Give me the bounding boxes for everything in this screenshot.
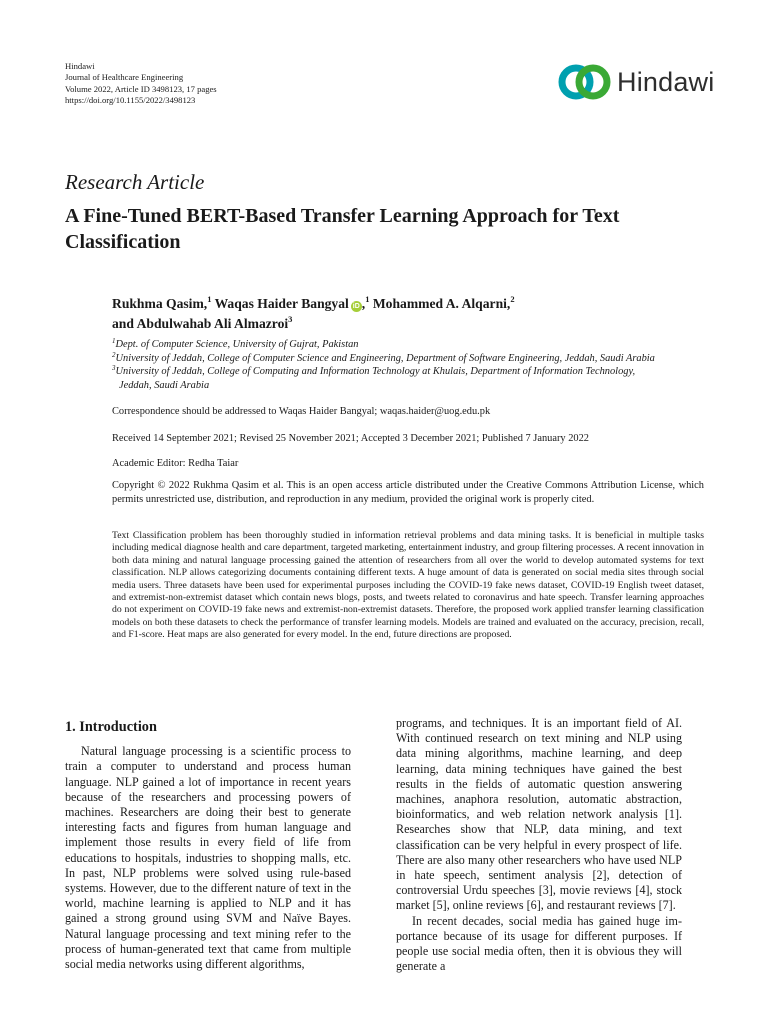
publication-dates: Received 14 September 2021; Revised 25 November 2021; Accepted 3 December 2021; Published 7 January 2022 xyxy=(112,433,589,444)
affiliations xyxy=(112,338,692,392)
body-paragraph: programs, and techniques. It is an important field of AI. With continued research on text mining and NLP using data mining algorithms, machine learning, and deep learning, data mining techniques have gained the best results in the fields of automatic question answering machines, anaphora resolution, automatic abstraction, bioinformatics, and web relation network analysis [1]. Researches show that NLP, data mining, and text classification can be very helpful in every prospect of life. There are also many other researchers who have used NLP in hate speech, sentiment analysis [2], detection of controversial Urdu speeches [3], movie reviews [4], stock market [5], online reviews [6], and restaurant reviews [7]. xyxy=(396,716,682,913)
right-column xyxy=(396,716,682,974)
author-superscript: 3 xyxy=(288,313,293,324)
author-superscript: 2 xyxy=(510,294,515,304)
copyright-notice: Copyright © 2022 Rukhma Qasim et al. This is an open access article distributed under the Creative Commons Attribution License, which permits unrestricted use, distribution, and reproduction in any medium, provided the original work is properly cited. xyxy=(112,480,704,506)
affiliation-superscript: 2 xyxy=(112,350,116,359)
affiliation-text: University of Jeddah, College of Computer Science and Engineering, Department of Software Engineering, Jeddah, Saudi Arabia xyxy=(115,352,655,364)
hindawi-logo xyxy=(558,62,714,102)
hindawi-logo-icon xyxy=(558,62,612,102)
abstract: Text Classification problem has been thoroughly studied in information retrieval problems and data mining tasks. It is beneficial in multiple tasks including medical diagnose health and care department, targeted marketing, entertainment industry, and group filtering processes. A recent innovation in both data mining and natural language processing gained the attention of researchers from all over the world to develop automated systems for text classification. NLP allows categorizing documents containing different texts. A huge amount of data is generated on social media sites through social media users. Three datasets have been used for experimental purposes including the COVID-19 fake news dataset, COVID-19 English tweet dataset, and extremist-non-extremist dataset which contain news blogs, posts, and tweets related to coronavirus and hate speech. Transfer learning approaches do not experiment on COVID-19 fake news and extremist-non-extremist datasets. Therefore, the proposed work applied transfer learning classification models on both these datasets to check the performance of transfer learning models. Models are trained and evaluated on the accuracy, precision, recall, and F1-score. Heat maps are also generated for every model. In the end, future directions are proposed. xyxy=(112,530,704,641)
affiliation-superscript: 3 xyxy=(112,364,116,373)
volume-info: Volume 2022, Article ID 3498123, 17 pages xyxy=(65,83,217,94)
article-title: A Fine-Tuned BERT-Based Transfer Learning Approach for Text Classification xyxy=(65,205,620,253)
body-paragraph: Natural language processing is a scientific process to train a computer to understand and process human language. NLP gained a lot of importance in recent years because of the researchers and processing powers of machines. Researchers are doing their best to generate interesting facts and figures from human language and implement those results in every field of life from educations to hospitals, industries to shopping malls, etc. In past, NLP problems were solved using rule-based systems. However, due to the different nature of text in the world, machine learning is applied to NLP and it has gained a strong ground using SVM and Naïve Bayes. Natural language processing and text mining refer to the process of human-generated text that came from multiple social media networks using different algorithms, xyxy=(65,744,351,972)
affiliation-item xyxy=(112,379,692,393)
affiliation-item xyxy=(112,352,692,366)
author-name: and Abdulwahab Ali Almazroi xyxy=(112,315,289,331)
affiliation-item xyxy=(112,365,692,379)
author-superscript: 1 xyxy=(207,294,212,304)
hindawi-logo-text: Hindawi xyxy=(617,66,715,97)
journal-info xyxy=(65,61,217,107)
affiliation-superscript: 1 xyxy=(112,337,116,345)
doi-link[interactable]: https://doi.org/10.1155/2022/3498123 xyxy=(65,95,196,106)
publisher-name: Hindawi xyxy=(65,61,95,71)
affiliation-text: Dept. of Computer Science, University of Gujrat, Pakistan xyxy=(115,339,359,350)
affiliation-text: Jeddah, Saudi Arabia xyxy=(119,379,210,391)
orcid-icon[interactable]: iD xyxy=(352,303,360,310)
author-name: Rukhma Qasim, xyxy=(112,296,208,311)
correspondence: Correspondence should be addressed to Waqas Haider Bangyal; waqas.haider@uog.edu.pk xyxy=(112,406,491,417)
affiliation-item xyxy=(112,338,692,352)
author-superscript: 1 xyxy=(365,294,370,304)
author-list: Rukhma Qasim,$^1$ Waqas Haider Bangyal iD ,$^1$ Mohammed A. Alqarni,$^2$ and Abdulwahab Ali Almazroi$^3$ xyxy=(112,294,515,331)
journal-name: Journal of Healthcare Engineering xyxy=(65,72,184,83)
left-column xyxy=(65,716,351,972)
section-heading: 1. Introduction xyxy=(65,719,157,735)
article-type: Research Article xyxy=(65,170,205,194)
academic-editor: Academic Editor: Redha Taiar xyxy=(112,458,239,469)
author-name: Waqas Haider Bangyal xyxy=(211,296,349,311)
author-name: Mohammed A. Alqarni, xyxy=(369,296,511,311)
affiliation-text: University of Jeddah, College of Computing and Information Technology at Khulais, Department of Information Technology, xyxy=(115,366,636,378)
body-paragraph: In recent decades, social media has gained huge importance because of its usage for different purposes. If people use social media often, then it is obvious they will generate a xyxy=(396,913,682,974)
